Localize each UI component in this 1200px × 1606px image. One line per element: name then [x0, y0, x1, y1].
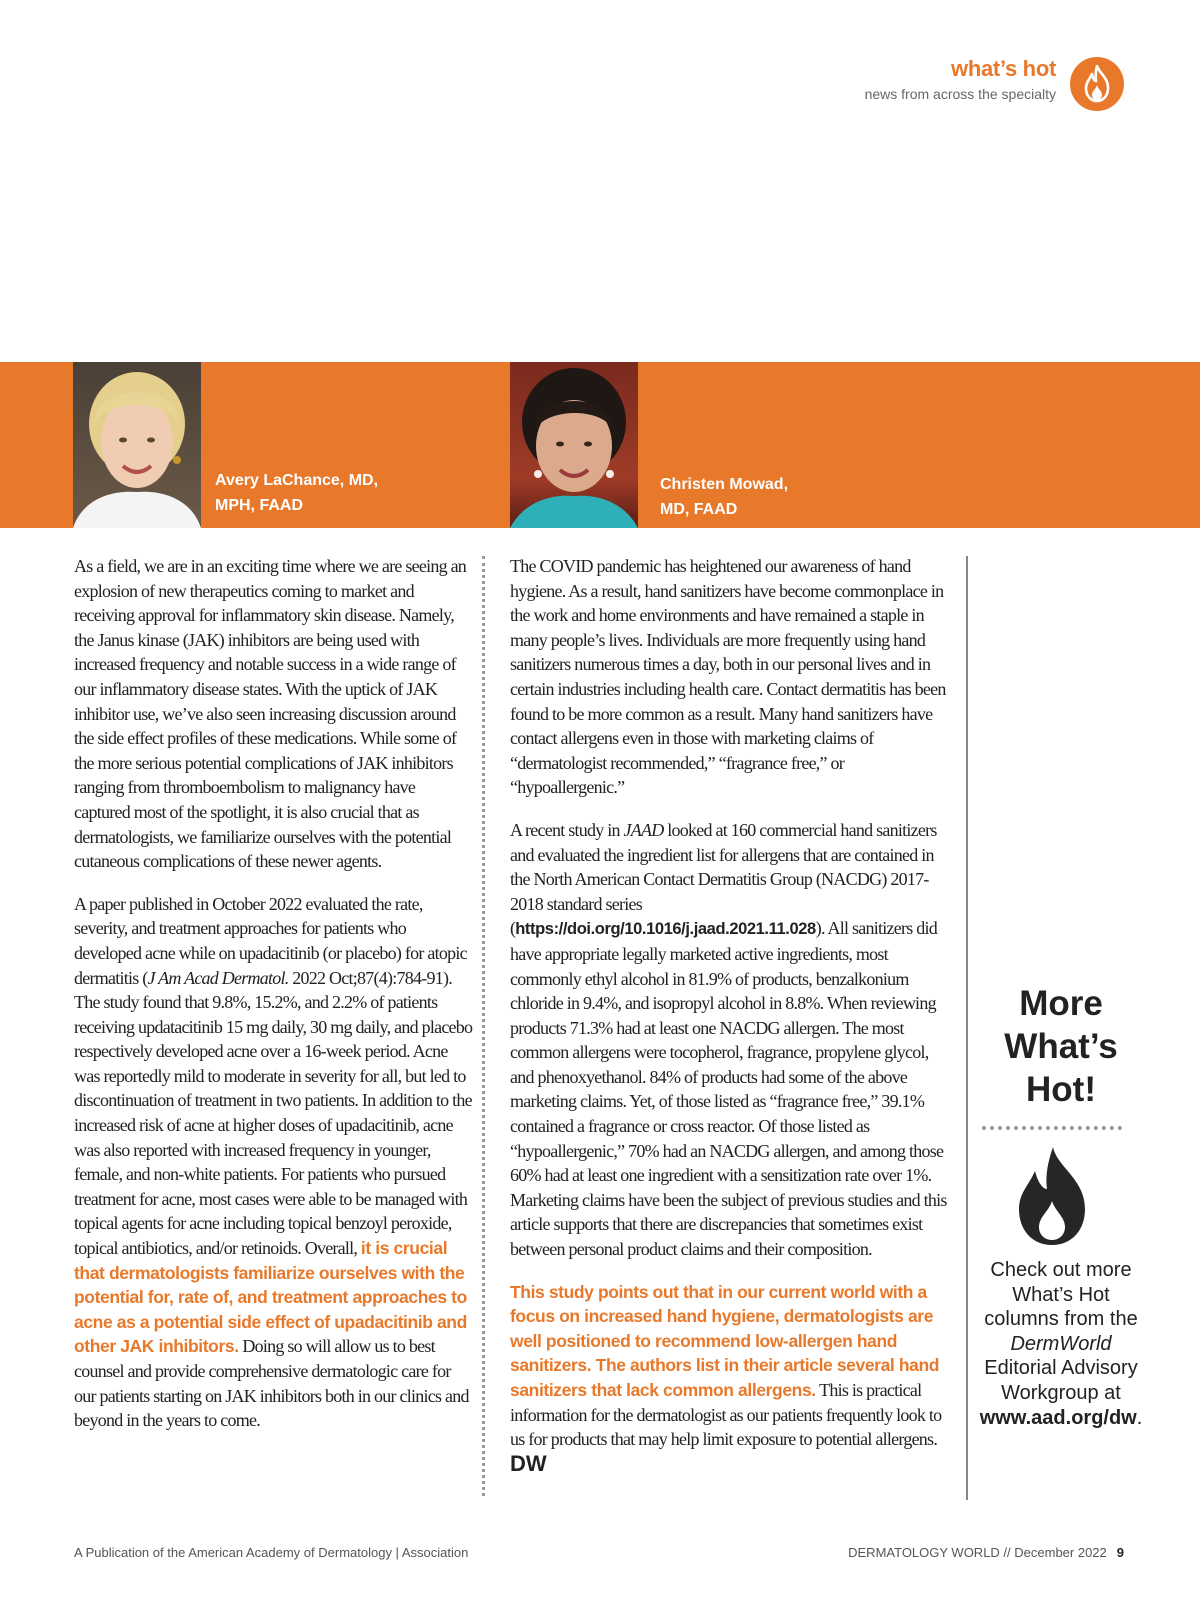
col2-paragraph-2	[510, 818, 952, 1262]
sidebar-text	[975, 1258, 1147, 1430]
author-2-line-1: Christen Mowad,	[660, 476, 789, 493]
col1-paragraph-1: As a field, we are in an exciting time where we are seeing an explosion of new therapeutics coming to market and receiving approval for inflammatory skin disease. Namely, the Janus kinase (JAK) inhibitors are being used with increased frequency and notable success in a wide range of our inflammatory disease states. With the uptick of JAK inhibitor use, we’ve also seen increasing discussion around the side effect profiles of these medications. While some of the more serious potential complications of JAK inhibitors ranging from thromboembolism to malignancy have captured most of the spotlight, it is also crucial that as dermatologists, we familiarize ourselves with the potential cutaneous complications of these newer agents.	[74, 556, 467, 872]
sidebar-title: More What’s Hot!	[1004, 984, 1118, 1109]
col2-paragraph-3	[510, 1280, 952, 1478]
journal-citation: J Am Acad Dermatol.	[147, 967, 289, 988]
footer-publisher: A Publication of the American Academy of Dermatology | Association	[74, 1545, 469, 1560]
col2-p2-text-b: looked at 160 commercial hand sanitizers and evaluated the ingredient list for allergens that are contained in the North American Contact Dermatitis Group (NACDG) 2017-2018 standard series (	[510, 819, 937, 939]
aad-link[interactable]: www.aad.org/dw	[979, 1406, 1137, 1429]
article-column-hand-sanitizers	[510, 554, 952, 1495]
flame-icon	[1070, 57, 1124, 111]
col2-highlight: This study points out that in our current world with a focus on increased hand hygiene, dermatologists are well positioned to recommend low-allergen hand sanitizers. The authors list in their article several hand sanitizers that lack common allergens.	[510, 1281, 940, 1400]
author-photo-christen-mowad	[510, 362, 638, 528]
col1-paragraph-2	[74, 892, 474, 1433]
col2-p2-text-a: A recent study in	[510, 819, 624, 840]
author-name-2	[660, 472, 788, 522]
author-1-line-1: Avery LaChance, MD,	[215, 472, 379, 489]
sidebar-dotted-rule	[982, 1126, 1122, 1130]
section-header	[865, 58, 1056, 102]
end-mark: DW	[510, 1450, 547, 1476]
page-number: 9	[1116, 1545, 1124, 1560]
col2-p2-text-c: ). All sanitizers did have appropriate legally marketed active ingredients, most commonly ethyl alcohol in 81.9% of products, benzalkonium chloride in 9.4%, and isopropyl alcohol in 8.8%. When reviewing products 71.3% had at least one NACDG allergen. The most common allergens were tocopherol, fragrance, propylene glycol, and phenoxyethanol. 84% of products had some of the above marketing claims. Yet, of those listed as “fragrance free,” 39.1% contained a fragrance or cross reactor. Of those listed as “hypoallergenic,” 70% had an NACDG allergen, and among those 60% had at least one ingredient with a sensitization rate over 1%. Marketing claims have been the subject of previous studies and this article supports that there are discrepancies that sometimes exist between personal product claims and their composition.	[510, 918, 947, 1260]
col2-p3-text: This is practical information for the dermatologist as our patients frequently look to us for products that may help limit exposure to potential allergens.	[510, 1380, 942, 1450]
author-1-line-2: MPH, FAAD	[215, 497, 303, 514]
flame-icon	[1015, 1145, 1089, 1247]
publication-name: DermWorld	[1010, 1332, 1112, 1355]
doi-link[interactable]: https://doi.org/10.1016/j.jaad.2021.11.028	[515, 920, 816, 939]
col1-highlight: it is crucial that dermatologists familiarize ourselves with the potential for, rate of, and treatment approaches to acne as a potential side effect of upadacitinib and other JAK inhibitors.	[74, 1238, 467, 1357]
footer-issue-text: DERMATOLOGY WORLD // December 2022	[848, 1545, 1107, 1560]
col1-p2-text-b: 2022 Oct;87(4):784-91). The study found that 9.8%, 15.2%, and 2.2% of patients receiving updatacitinib 15 mg daily, 30 mg daily, and placebo respectively developed acne over a 16-week period. Acne was reportedly mild to moderate in severity for all, but led to discontinuation of treatment in two patients. In addition to the increased risk of acne at higher doses of upadacitinib, acne was also reported with increased frequency in younger, female, and non-white patients. For patients who pursued treatment for acne, most cases were able to be managed with topical agents for acne including topical benzoyl peroxide, topical antibiotics, and/or retinoids. Overall,	[74, 967, 473, 1259]
col1-p2-text-a: A paper published in October 2022 evaluated the rate, severity, and treatment approaches for patients who developed acne while on upadacitinib (or placebo) for atopic dermatitis (	[74, 893, 467, 988]
section-subtitle: news from across the specialty	[864, 86, 1056, 102]
sidebar-text-end: .	[1136, 1406, 1143, 1429]
column-divider-dotted	[482, 556, 485, 1496]
footer-issue	[848, 1545, 1124, 1560]
col1-p2-text-c: Doing so will allow us to best counsel and provide comprehensive dermatologic care for our patients starting on JAK inhibitors both in our clinics and beyond in the years to come.	[74, 1336, 469, 1431]
author-photo-avery-lachance	[73, 362, 201, 528]
author-2-line-2: MD, FAAD	[660, 501, 738, 518]
section-title: what’s hot	[951, 56, 1056, 81]
article-column-jak-inhibitors	[74, 554, 474, 1451]
sidebar-text-b: Editorial Advisory Workgroup at	[984, 1357, 1138, 1404]
sidebar-text-a: Check out more What’s Hot columns from the	[984, 1259, 1138, 1331]
column-divider-solid	[966, 556, 968, 1500]
col2-paragraph-1: The COVID pandemic has heightened our awareness of hand hygiene. As a result, hand sanitizers have become commonplace in the work and home environments and have remained a staple in many people’s lives. Individuals are more frequently using hand sanitizers numerous times a day, both in our personal lives and in certain industries including health care. Contact dermatitis has been found to be more common as a result. Many hand sanitizers have contact allergens even in those with marketing claims of “dermatologist recommended,” “fragrance free,” or “hypoallergenic.”	[510, 556, 946, 798]
journal-name: JAAD	[623, 819, 664, 840]
author-name-1	[215, 468, 378, 518]
